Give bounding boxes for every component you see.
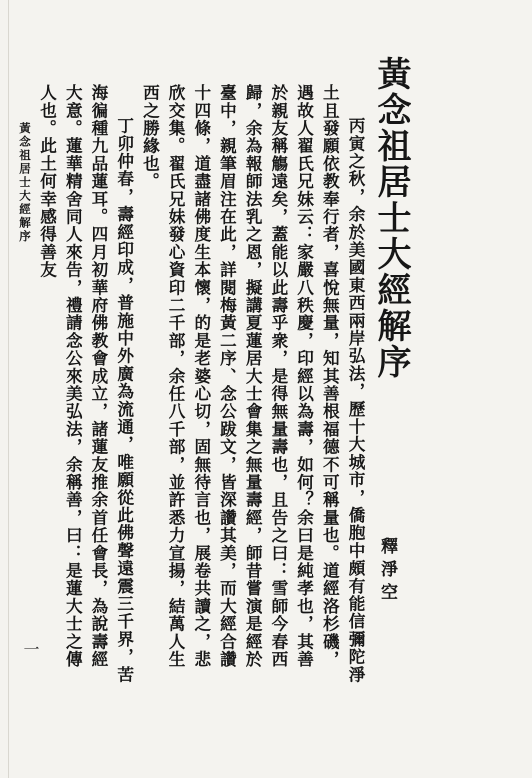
- author-name: 釋淨空: [377, 537, 397, 606]
- running-title: 黃念祖居士大經解序: [18, 122, 32, 244]
- scan-edge-line: [8, 0, 9, 778]
- page-number: 一: [21, 641, 40, 657]
- page-title: 黃念祖居士大經解序: [371, 56, 411, 380]
- paragraph-1: 丙寅之秋，余於美國東西兩岸弘法，歷十大城市，僑胞中頗有能信彌陀淨土且發願依教奉行者，喜悅無量，知其善根福德不可稱量也。道經洛杉磯，遇故人翟氏兄妹云：家嚴八秩慶，印經以為壽，如何？余曰是純孝也，其善於親友稱觴遠矣，蓋能以此壽乎衆，是得無量壽也，且告之曰：雪師今春西歸，余為報師法乳之恩，擬講夏蓮居大士會集之無量壽經，師昔嘗演是經於臺中，親筆眉注在此，詳閱梅黃二序、念公跋文，皆深讚其美，而大經合讚十四條，道盡諸佛度生本懷，的是老婆心切，固無待言也，展卷共讀之，悲欣交集。翟氏兄妹發心資印二千部，余任八千部，並許悉力宣揚，結萬人生西之勝緣也。: [140, 84, 366, 684]
- body-text: [34, 84, 368, 684]
- paragraph-2: 丁卯仲春，壽經印成，普施中外廣為流通，唯願從此佛聲遠震三千界，苦海徧種九品蓮耳。四月初華府佛教會成立，諸蓮友推余首任會長，為說壽經大意。蓮華精舍同人來告，禮請念公來美弘法，余稱善，曰：是蓮大士之傳人也。此土何幸感得善友: [37, 84, 135, 684]
